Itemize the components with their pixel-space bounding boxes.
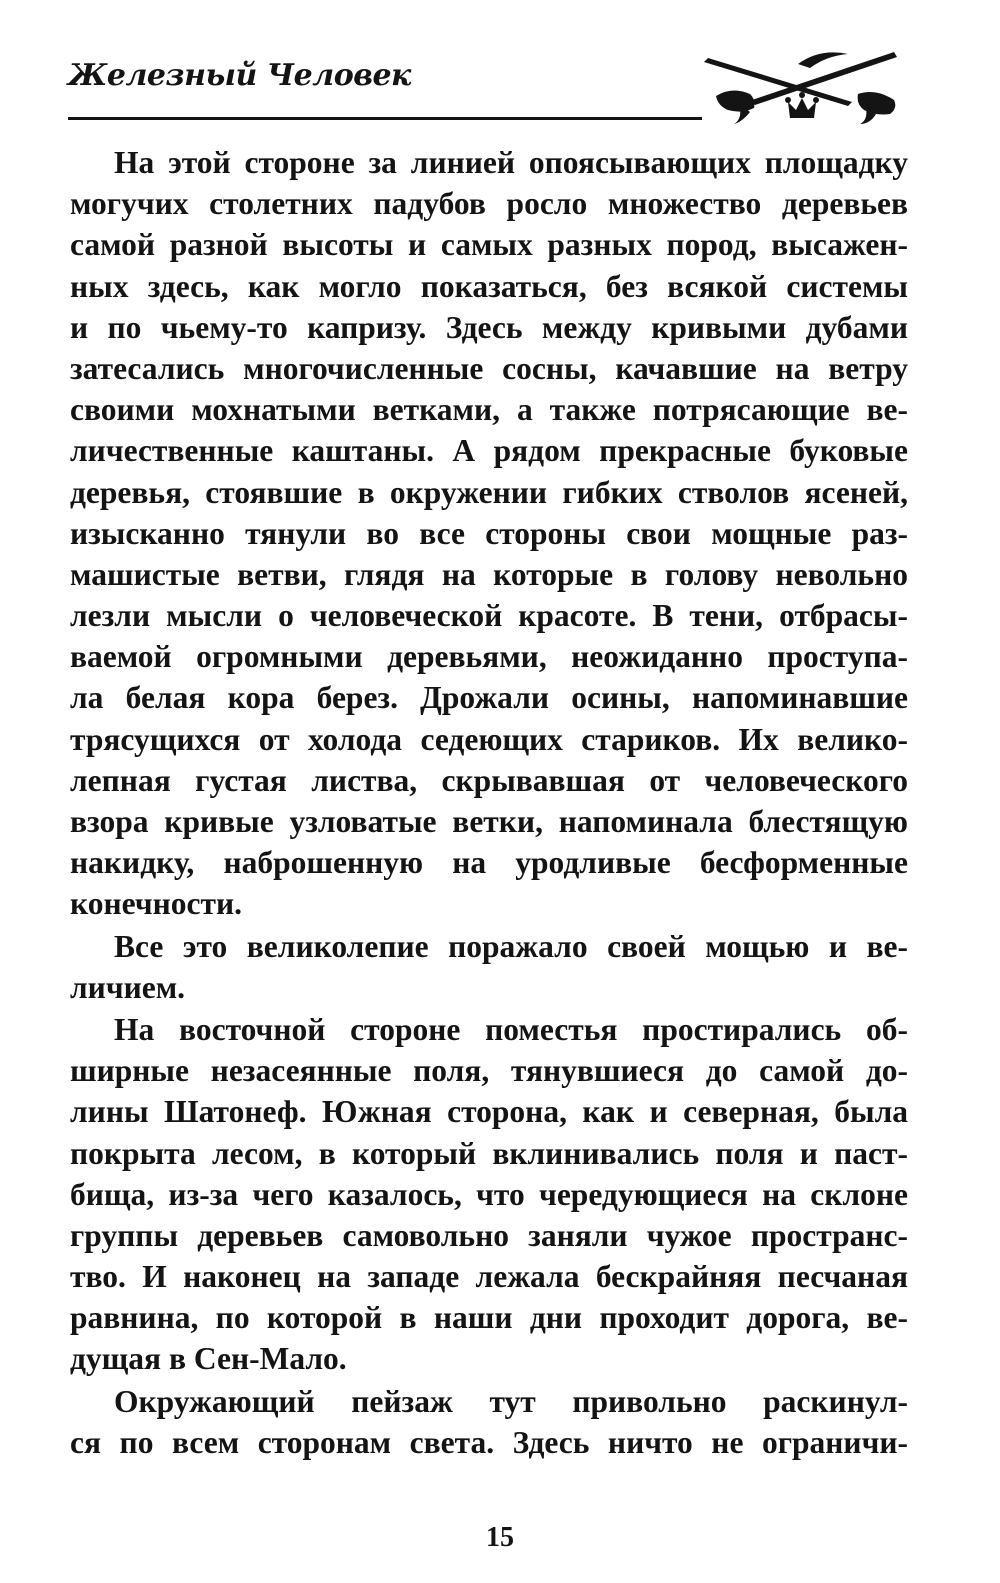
text-line: ных здесь, как могло показаться, без всякой системы [70, 268, 908, 304]
text-line: могучих столетних падубов росло множество деревьев [70, 186, 908, 222]
paragraph [70, 142, 908, 925]
text-line: конечности. [70, 886, 242, 922]
text-line: На восточной стороне поместья простирались об- [114, 1011, 908, 1047]
text-line: ваемой огромными деревьями, неожиданно проступа- [70, 639, 908, 675]
text-line: дущая в Сен-Мало. [70, 1341, 347, 1377]
text-line: лины Шатонеф. Южная сторона, как и северная, была [70, 1094, 908, 1130]
text-line: бища, из-за чего казалось, что чередующиеся на склоне [70, 1176, 908, 1212]
text-line: тво. И наконец на западе лежала бескрайняя песчаная [70, 1259, 908, 1295]
text-line: личественные каштаны. А рядом прекрасные буковые [70, 433, 908, 469]
text-line: покрыта лесом, в который вклинивались поля и паст- [70, 1135, 908, 1171]
header-rule [68, 117, 702, 120]
text-line: ла белая кора берез. Дрожали осины, напоминавшие [70, 680, 908, 716]
page-number: 15 [486, 1522, 514, 1553]
body-text [70, 142, 908, 1463]
text-line: ся по всем сторонам света. Здесь ничто не ограничи- [70, 1424, 908, 1460]
text-line: затесались многочисленные сосны, качавшие на ветру [70, 350, 908, 386]
text-line: изысканно тянули во все стороны свои мощные раз- [70, 515, 908, 551]
crossed-swords-crown-icon [698, 44, 910, 126]
text-line: Все это великолепие поражало своей мощью и ве- [114, 928, 908, 964]
text-line: равнина, по которой в наши дни проходит дорога, ве- [70, 1300, 908, 1336]
text-line: своими мохнатыми ветками, а также потрясающие ве- [70, 392, 908, 428]
text-line: личием. [70, 969, 186, 1005]
text-line: группы деревьев самовольно заняли чужое пространс- [70, 1217, 908, 1253]
text-line: деревья, стоявшие в окружении гибких стволов ясеней, [70, 474, 908, 510]
paragraph [70, 1381, 908, 1463]
text-line: трясущихся от холода седеющих стариков. Их велико- [70, 721, 908, 757]
text-line: ширные незасеянные поля, тянувшиеся до самой до- [70, 1053, 908, 1089]
text-line: машистые ветви, глядя на которые в голову невольно [70, 556, 908, 592]
text-line: На этой стороне за линией опоясывающих площадку [114, 145, 908, 180]
text-line: взора кривые узловатые ветки, напоминала блестящую [70, 804, 908, 839]
paragraph [70, 926, 908, 1008]
text-line: лезли мысли о человеческой красоте. В тени, отбрасы- [70, 598, 908, 634]
paragraph [70, 1009, 908, 1380]
text-line: и по чьему-то капризу. Здесь между кривыми дубами [70, 309, 908, 345]
text-line: лепная густая листва, скрывавшая от человеческого [70, 762, 908, 798]
text-line: накидку, наброшенную на уродливые бесформенные [70, 845, 908, 881]
text-line: самой разной высоты и самых разных пород, высажен- [70, 227, 908, 263]
running-head-title: Железный Человек [68, 58, 411, 93]
text-line: Окружающий пейзаж тут привольно раскинул- [114, 1383, 908, 1419]
